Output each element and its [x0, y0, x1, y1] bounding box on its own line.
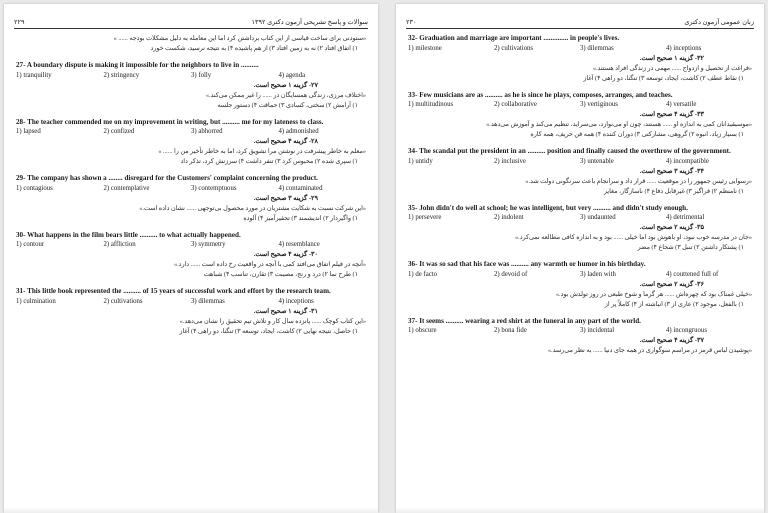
option-4: 4) inceptions	[278, 297, 314, 305]
correct-answer-note: ۳۰- گزینه ۴ صحیح است.	[253, 251, 318, 258]
question-stem: 28- The teacher commended me on my improvement in writing, but .......... me for my lateness to class.	[16, 117, 324, 126]
correct-answer-note: ۲۸- گزینه ۴ صحیح است.	[253, 138, 318, 145]
question-block	[16, 287, 366, 337]
explanation-line: «آنچه در فیلم اتفاق می‌افتد کمی با آنچه در واقعیت رخ داده است ...... دارد.»	[173, 261, 366, 268]
option-2: 2) stringency	[103, 71, 140, 79]
explanation-line: ۱) بالفعل، موجود ۲) عاری از ۳) انباشته از ۴) کاملاً پر از	[604, 300, 744, 308]
answer-options	[408, 213, 752, 223]
option-3: 3) dilemmas	[191, 297, 225, 305]
question-stem: 35- John didn't do well at school; he was intelligent, but very .......... and didn't study enough.	[408, 203, 688, 212]
explanation-line: ۱) واگیردار ۲) اندیشمند ۳) تحقیرآمیز ۴) آلوده	[243, 214, 358, 222]
explanation-line: «فراغت از تحصیل و ازدواج ...... مهمی در زندگی افراد هستند.»	[592, 64, 752, 72]
question-stem: 33- Few musicians are as .......... as he is since he plays, composes, arranges, and teaches.	[408, 90, 673, 99]
option-2: 2) bona fide	[494, 327, 527, 334]
correct-answer-note: ۳۱- گزینه ۱ صحیح است.	[253, 307, 318, 315]
correct-answer-note: ۳۴- گزینه ۳ صحیح است.	[639, 167, 704, 175]
explanation-line: ۱) نقاط عطف ۲) کاشت، ایجاد، توسعه ۳) تنگنا، دو راهی ۴) آغاز	[583, 74, 744, 82]
question-stem: 32- Graduation and marriage are important .............. in people's lives.	[408, 34, 620, 42]
explanation-line: «خیلی غمناک بود که چهره‌اش ...... هر گرما و شوخ طبعی در روز تولدش بود.»	[555, 290, 752, 298]
explanation-line: ۱) نامنظم ۲) فراگیر ۳) غیرقابل دفاع ۴) ناسازگار، مغایر	[603, 187, 744, 195]
option-2: 2) devoid of	[494, 270, 528, 278]
left-header-title: سوالات و پاسخ تشریحی آزمون دکتری ۱۳۹۲	[251, 19, 368, 26]
option-1: 1) multitudinous	[408, 101, 454, 108]
answer-options	[16, 71, 366, 81]
answer-options	[408, 270, 752, 280]
answer-options	[408, 100, 752, 110]
option-3: 3) folly	[191, 71, 212, 79]
option-4: 4) contaminated	[278, 184, 323, 192]
question-block	[408, 91, 752, 141]
option-1: 1) de facto	[408, 270, 438, 278]
explanation-line: «ستودنی برای ساخت قیاسی از این کتاب برداشتن کرد اما این معامله به دلیل مشکلات بودجه ...... »	[113, 35, 366, 42]
page-bottom-shade	[4, 507, 378, 513]
option-2: 2) affliction	[103, 241, 136, 248]
answer-options	[408, 326, 752, 336]
option-1: 1) lapsed	[16, 128, 41, 135]
right-page-content	[408, 34, 752, 513]
option-3: 3) incidental	[580, 327, 615, 334]
left-page-number: ۲۲۹	[14, 19, 25, 26]
explanation-line: «جان در مدرسه خوب نبود، او باهوش بود اما خیلی ...... بود و به اندازه کافی مطالعه نمی‌کرد.»	[514, 234, 752, 241]
left-page	[4, 4, 378, 513]
question-stem: 30- What happens in the film bears little .......... to what actually happened.	[16, 230, 241, 239]
question-block	[408, 147, 752, 197]
question-block	[16, 118, 366, 168]
right-page-header	[406, 12, 754, 29]
option-1: 1) persevere	[408, 214, 442, 221]
explanation-line: ۱) اتفاق افتاد ۲) نه به زمین افتاد ۳) از هم پاشیده ۴) به نتیجه نرسید، شکست خورد	[150, 45, 358, 52]
explanation-line: «این کتاب کوچک ...... پانزده سال کار و تلاش تیم تحقیق را نشان می‌دهد.»	[179, 317, 366, 325]
option-1: 1) untidy	[408, 157, 433, 165]
option-4: 4) agenda	[278, 71, 306, 79]
page-bottom-shade	[396, 507, 764, 513]
option-3: 3) abhorred	[191, 128, 223, 135]
explanation-line: ۱) حاصل، نتیجه نهایی ۲) کاشت، ایجاد، توسعه ۳) تنگنا، دو راهی ۴) آغاز	[179, 327, 358, 335]
question-block	[408, 34, 752, 84]
explanation-line: ۱) پشتکار داشتن ۲) تنبل ۳) شجاع ۴) مضر	[637, 244, 744, 251]
option-1: 1) milestone	[408, 44, 442, 52]
explanation-line: «پوشیدن لباس قرمز در مراسم سوگواری در همه جای دنیا ...... به نظر می‌رسد.»	[547, 347, 752, 354]
question-stem: 34- The scandal put the president in an .......... position and finally caused the overthrow of the government.	[408, 147, 731, 155]
explanation-line: «موسیقیدانان کمی به اندازه او ...... هستند، چون او می‌نوازد، می‌سراید، تنظیم می‌کند و آموزش می‌دهد.»	[486, 121, 752, 128]
option-1: 1) contour	[16, 241, 45, 248]
answer-options	[408, 44, 752, 54]
question-block	[408, 260, 752, 310]
option-3: 3) symmetry	[191, 241, 226, 248]
option-3: 3) contemptuous	[191, 184, 237, 192]
correct-answer-note: ۲۷- گزینه ۱ صحیح است.	[253, 81, 318, 89]
question-stem: 36- It was so sad that his face was .......... any warmth or humor in his birthday.	[408, 260, 646, 268]
answer-options	[16, 127, 366, 137]
question-stem: 27- A boundary dispute is making it impossible for the neighbors to live in ..........	[16, 61, 259, 69]
option-2: 2) confized	[103, 128, 135, 135]
answer-options	[408, 157, 752, 167]
correct-answer-note: ۳۲- گزینه ۱ صحیح است.	[639, 54, 704, 62]
answer-options	[16, 240, 366, 250]
carryover-explanation	[16, 34, 366, 54]
option-4: 4) incongruous	[666, 327, 707, 334]
correct-answer-note: ۳۵- گزینه ۲ صحیح است.	[639, 224, 704, 231]
option-2: 2) cultivations	[494, 44, 534, 52]
question-block	[408, 204, 752, 254]
option-4: 4) inceptions	[666, 44, 702, 52]
left-page-content	[16, 34, 366, 513]
option-4: 4) admonished	[278, 128, 319, 135]
question-stem: 29- The company has shown a ........ disregard for the Customers' complaint concerning the product.	[16, 174, 318, 182]
right-page	[396, 4, 764, 513]
option-4: 4) detrimental	[666, 214, 705, 221]
explanation-line: ۱) طرح نما ۲) درد و رنج، مصیبت ۳) تقارن، تناسب ۴) شباهت	[203, 271, 358, 278]
option-3: 3) vertiginous	[580, 101, 618, 108]
option-2: 2) inclusive	[494, 157, 526, 165]
option-1: 1) contagious	[16, 184, 53, 192]
answer-options	[16, 297, 366, 307]
option-3: 3) laden with	[580, 270, 616, 278]
option-1: 1) obscure	[408, 327, 437, 334]
question-block	[16, 231, 366, 281]
explanation-line: ۱) سپری شده ۲) محبوس کرد ۳) تنفر داشت ۴) سرزنش کرد، تذکر داد	[180, 158, 358, 165]
option-2: 2) contemplative	[103, 184, 150, 192]
option-1: 1) tranquility	[16, 71, 52, 79]
option-4: 4) versatile	[666, 101, 697, 108]
correct-answer-note: ۲۹- گزینه ۳ صحیح است.	[253, 194, 318, 202]
option-3: 3) untenable	[580, 157, 614, 165]
option-4: 4) couttened full of	[666, 270, 719, 278]
option-1: 1) culmination	[16, 297, 56, 305]
question-block	[408, 317, 752, 357]
correct-answer-note: ۳۶- گزینه ۲ صحیح است.	[639, 280, 704, 288]
explanation-line: «این شرکت نسبت به شکایت مشتریان در مورد محصول بی‌توجهی ...... نشان داده است.»	[139, 204, 366, 212]
question-block	[16, 174, 366, 224]
explanation-line: «معلم به خاطر پیشرفت در نوشتن مرا تشویق کرد، اما به خاطر تأخیر من را ...... »	[158, 148, 366, 155]
answer-options	[16, 184, 366, 194]
question-block	[16, 61, 366, 111]
option-2: 2) indolent	[494, 214, 524, 221]
option-2: 2) collaborative	[494, 101, 537, 108]
question-stem: 31- This little book represented the .......... of 15 years of successful work and effort by the research team.	[16, 287, 331, 295]
option-4: 4) incompatible	[666, 157, 709, 165]
option-4: 4) resemblance	[278, 241, 320, 248]
option-3: 3) undaunted	[580, 214, 616, 221]
right-header-title: زبان عمومی آزمون دکتری	[684, 19, 754, 26]
option-3: 3) dilemmas	[580, 44, 614, 52]
explanation-line: ۱) بسیار زیاد، انبوه ۲) گروهی، مشارکتی ۳) دوران کننده ۴) همه فن حریف، همه کاره	[530, 131, 744, 138]
explanation-line: «رسوایی رئیس جمهور را در موقعیت ...... قرار داد و سرانجام باعث سرنگونی دولت شد.»	[525, 177, 752, 185]
explanation-line: ۱) آرامش ۲) سختی، کسادی ۳) حماقت ۴) دستور جلسه	[217, 101, 358, 109]
correct-answer-note: ۳۳- گزینه ۴ صحیح است.	[639, 111, 704, 118]
option-2: 2) cultivations	[103, 297, 143, 305]
right-page-number: ۲۳۰	[406, 19, 417, 26]
explanation-line: «اختلاف مرزی، زندگی همسایگان در ...... را غیر ممکن می‌کند.»	[205, 91, 366, 99]
left-page-header	[14, 12, 368, 29]
question-stem: 37- It seems .......... wearing a red shirt at the funeral in any part of the world.	[408, 316, 641, 325]
correct-answer-note: ۳۷- گزینه ۴ صحیح است.	[639, 337, 704, 344]
